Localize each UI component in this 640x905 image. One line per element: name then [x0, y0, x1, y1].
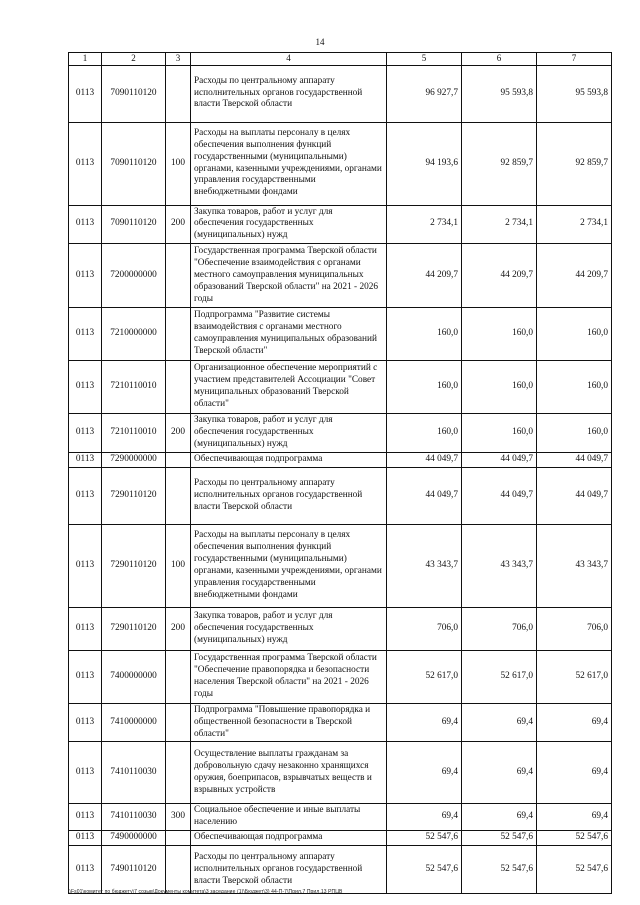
expense-type-cell: 100 [166, 524, 191, 607]
item-name-cell: Социальное обеспечение и иные выплаты населению [191, 804, 387, 831]
target-code-cell: 7200000000 [102, 244, 166, 308]
amount-col6-cell: 160,0 [462, 414, 537, 453]
amount-col7-cell: 44 049,7 [537, 452, 612, 467]
amount-col5-cell: 94 193,6 [387, 122, 462, 205]
item-name-cell: Государственная программа Тверской области "Обеспечение правопорядка и безопасности населения Тверской области" на 2021 - 2026 годы [191, 650, 387, 703]
amount-col7-cell: 44 209,7 [537, 244, 612, 308]
table-row [69, 244, 612, 308]
section-code-cell: 0113 [69, 122, 102, 205]
amount-col6-cell: 52 547,6 [462, 846, 537, 894]
expense-type-cell [166, 452, 191, 467]
expense-type-cell: 100 [166, 122, 191, 205]
item-name-cell: Расходы по центральному аппарату исполнительных органов государственной власти Тверской области [191, 467, 387, 524]
item-name-cell: Закупка товаров, работ и услуг для обеспечения государственных (муниципальных) нужд [191, 414, 387, 453]
header-cell: 7 [537, 53, 612, 66]
expense-type-cell: 200 [166, 205, 191, 244]
table-row [69, 308, 612, 361]
amount-col5-cell: 160,0 [387, 414, 462, 453]
expense-type-cell [166, 846, 191, 894]
table-row [69, 846, 612, 894]
amount-col5-cell: 69,4 [387, 742, 462, 804]
amount-col5-cell: 44 209,7 [387, 244, 462, 308]
item-name-cell: Организационное обеспечение мероприятий с участием представителей Ассоциации "Совет муниципальных образований Тверской области" [191, 361, 387, 414]
target-code-cell: 7210110010 [102, 361, 166, 414]
table-row [69, 205, 612, 244]
expense-type-cell: 200 [166, 414, 191, 453]
section-code-cell: 0113 [69, 742, 102, 804]
item-name-cell: Подпрограмма "Развитие системы взаимодействия с органами местного самоуправления муниципальных образований Тверской области" [191, 308, 387, 361]
item-name-cell: Расходы на выплаты персоналу в целях обеспечения выполнения функций государственными (муниципальными) органами, казенными учреждениями, органами управления государственными внебюджетными фондами [191, 524, 387, 607]
amount-col7-cell: 52 547,6 [537, 831, 612, 846]
header-cell: 4 [191, 53, 387, 66]
amount-col5-cell: 43 343,7 [387, 524, 462, 607]
section-code-cell: 0113 [69, 361, 102, 414]
amount-col5-cell: 52 547,6 [387, 846, 462, 894]
target-code-cell: 7210110010 [102, 414, 166, 453]
amount-col6-cell: 2 734,1 [462, 205, 537, 244]
expense-type-cell [166, 65, 191, 122]
section-code-cell: 0113 [69, 703, 102, 742]
amount-col7-cell: 160,0 [537, 361, 612, 414]
amount-col7-cell: 69,4 [537, 703, 612, 742]
item-name-cell: Обеспечивающая подпрограмма [191, 831, 387, 846]
amount-col7-cell: 69,4 [537, 804, 612, 831]
section-code-cell: 0113 [69, 607, 102, 650]
target-code-cell: 7490000000 [102, 831, 166, 846]
table-row [69, 414, 612, 453]
table-row [69, 650, 612, 703]
amount-col6-cell: 43 343,7 [462, 524, 537, 607]
amount-col5-cell: 96 927,7 [387, 65, 462, 122]
amount-col7-cell: 43 343,7 [537, 524, 612, 607]
page-number: 14 [315, 37, 325, 47]
amount-col6-cell: 44 209,7 [462, 244, 537, 308]
amount-col5-cell: 160,0 [387, 308, 462, 361]
target-code-cell: 7090110120 [102, 65, 166, 122]
item-name-cell: Расходы на выплаты персоналу в целях обеспечения выполнения функций государственными (муниципальными) органами, казенными учреждениями, органами управления государственными внебюджетными фондами [191, 122, 387, 205]
item-name-cell: Закупка товаров, работ и услуг для обеспечения государственных (муниципальных) нужд [191, 205, 387, 244]
amount-col7-cell: 92 859,7 [537, 122, 612, 205]
amount-col5-cell: 706,0 [387, 607, 462, 650]
section-code-cell: 0113 [69, 308, 102, 361]
amount-col7-cell: 95 593,8 [537, 65, 612, 122]
amount-col6-cell: 92 859,7 [462, 122, 537, 205]
expense-type-cell [166, 831, 191, 846]
expense-type-cell [166, 742, 191, 804]
amount-col6-cell: 706,0 [462, 607, 537, 650]
table-row [69, 452, 612, 467]
target-code-cell: 7290110120 [102, 607, 166, 650]
target-code-cell: 7090110120 [102, 205, 166, 244]
item-name-cell: Расходы по центральному аппарату исполнительных органов государственной власти Тверской области [191, 846, 387, 894]
section-code-cell: 0113 [69, 846, 102, 894]
header-cell: 1 [69, 53, 102, 66]
section-code-cell: 0113 [69, 831, 102, 846]
amount-col5-cell: 69,4 [387, 804, 462, 831]
expense-type-cell [166, 650, 191, 703]
amount-col7-cell: 160,0 [537, 414, 612, 453]
amount-col7-cell: 160,0 [537, 308, 612, 361]
expense-type-cell [166, 308, 191, 361]
amount-col7-cell: 44 049,7 [537, 467, 612, 524]
amount-col6-cell: 69,4 [462, 703, 537, 742]
amount-col6-cell: 160,0 [462, 308, 537, 361]
table-row [69, 361, 612, 414]
target-code-cell: 7210000000 [102, 308, 166, 361]
table-row [69, 467, 612, 524]
footer-file-path: \\Fs01\комитет по бюджету\7 созыв\Документы комитета\3 заседание (1)\Бюджет\3) 44-П-7\Прил.7 Прил.13 РПЦВ [68, 889, 343, 895]
amount-col6-cell: 95 593,8 [462, 65, 537, 122]
section-code-cell: 0113 [69, 65, 102, 122]
amount-col6-cell: 52 547,6 [462, 831, 537, 846]
amount-col5-cell: 160,0 [387, 361, 462, 414]
amount-col7-cell: 52 547,6 [537, 846, 612, 894]
expense-type-cell: 300 [166, 804, 191, 831]
target-code-cell: 7400000000 [102, 650, 166, 703]
amount-col6-cell: 44 049,7 [462, 467, 537, 524]
item-name-cell: Расходы по центральному аппарату исполнительных органов государственной власти Тверской области [191, 65, 387, 122]
amount-col6-cell: 160,0 [462, 361, 537, 414]
target-code-cell: 7490110120 [102, 846, 166, 894]
expense-type-cell: 200 [166, 607, 191, 650]
section-code-cell: 0113 [69, 804, 102, 831]
section-code-cell: 0113 [69, 467, 102, 524]
table-row [69, 742, 612, 804]
table-row [69, 65, 612, 122]
target-code-cell: 7290000000 [102, 452, 166, 467]
header-cell: 6 [462, 53, 537, 66]
item-name-cell: Государственная программа Тверской области "Обеспечение взаимодействия с органами местного самоуправления муниципальных образований Тверской области" на 2021 - 2026 годы [191, 244, 387, 308]
table-row [69, 703, 612, 742]
amount-col7-cell: 2 734,1 [537, 205, 612, 244]
item-name-cell: Закупка товаров, работ и услуг для обеспечения государственных (муниципальных) нужд [191, 607, 387, 650]
table-row [69, 607, 612, 650]
target-code-cell: 7410110030 [102, 804, 166, 831]
amount-col5-cell: 44 049,7 [387, 452, 462, 467]
amount-col6-cell: 52 617,0 [462, 650, 537, 703]
amount-col5-cell: 69,4 [387, 703, 462, 742]
header-cell: 2 [102, 53, 166, 66]
target-code-cell: 7410000000 [102, 703, 166, 742]
section-code-cell: 0113 [69, 244, 102, 308]
amount-col5-cell: 44 049,7 [387, 467, 462, 524]
target-code-cell: 7290110120 [102, 467, 166, 524]
table-header-row [69, 53, 612, 66]
expense-type-cell [166, 703, 191, 742]
section-code-cell: 0113 [69, 650, 102, 703]
header-cell: 3 [166, 53, 191, 66]
item-name-cell: Осуществление выплаты гражданам за добровольную сдачу незаконно хранящихся оружия, боеприпасов, взрывчатых веществ и взрывных устройств [191, 742, 387, 804]
amount-col5-cell: 52 617,0 [387, 650, 462, 703]
budget-table [68, 52, 612, 894]
amount-col7-cell: 706,0 [537, 607, 612, 650]
amount-col5-cell: 2 734,1 [387, 205, 462, 244]
amount-col6-cell: 69,4 [462, 742, 537, 804]
section-code-cell: 0113 [69, 414, 102, 453]
section-code-cell: 0113 [69, 452, 102, 467]
table-row [69, 804, 612, 831]
expense-type-cell [166, 361, 191, 414]
target-code-cell: 7290110120 [102, 524, 166, 607]
expense-type-cell [166, 244, 191, 308]
header-cell: 5 [387, 53, 462, 66]
amount-col7-cell: 52 617,0 [537, 650, 612, 703]
item-name-cell: Обеспечивающая подпрограмма [191, 452, 387, 467]
amount-col7-cell: 69,4 [537, 742, 612, 804]
item-name-cell: Подпрограмма "Повышение правопорядка и общественной безопасности в Тверской области" [191, 703, 387, 742]
amount-col5-cell: 52 547,6 [387, 831, 462, 846]
table-row [69, 524, 612, 607]
amount-col6-cell: 69,4 [462, 804, 537, 831]
section-code-cell: 0113 [69, 205, 102, 244]
section-code-cell: 0113 [69, 524, 102, 607]
table-row [69, 831, 612, 846]
expense-type-cell [166, 467, 191, 524]
target-code-cell: 7090110120 [102, 122, 166, 205]
table-row [69, 122, 612, 205]
target-code-cell: 7410110030 [102, 742, 166, 804]
amount-col6-cell: 44 049,7 [462, 452, 537, 467]
